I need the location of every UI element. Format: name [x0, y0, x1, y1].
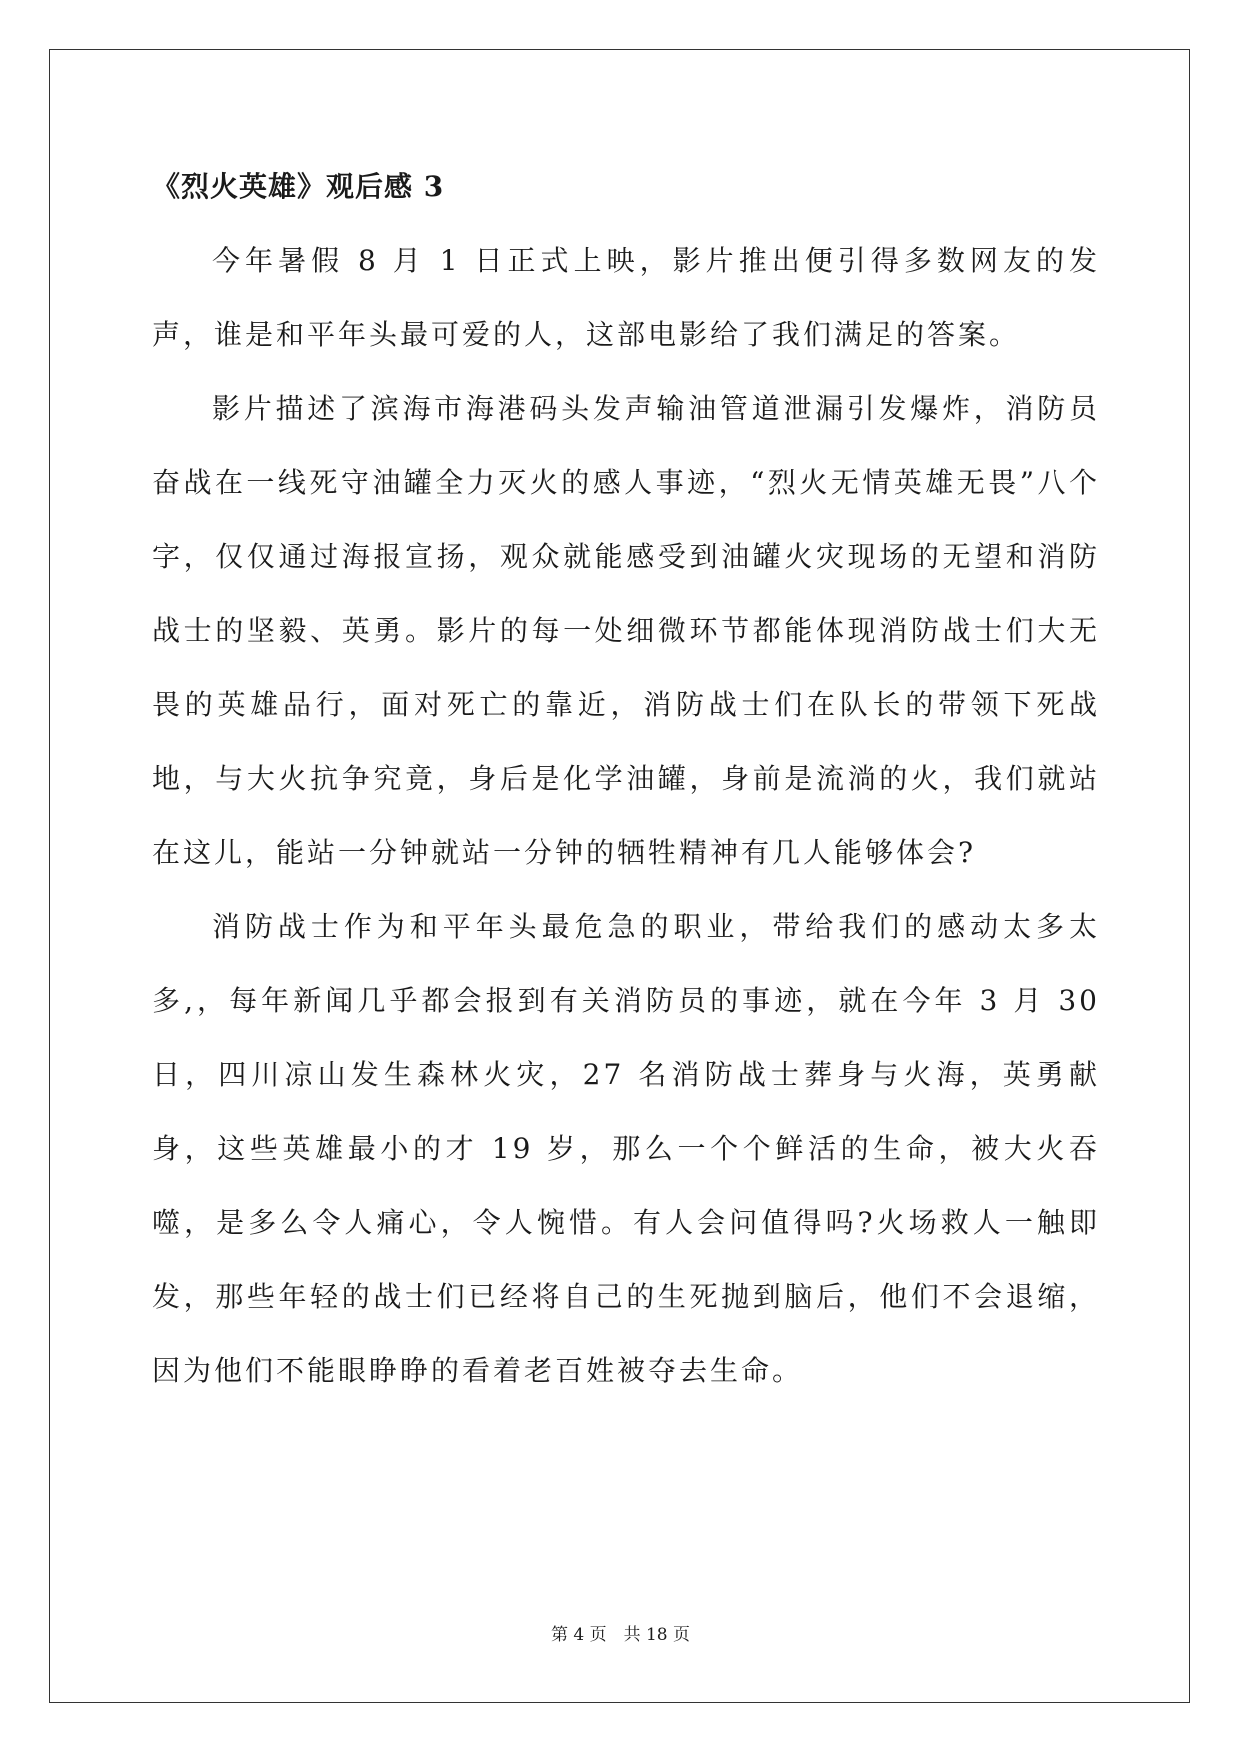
document-body	[152, 150, 1100, 1408]
paragraph-1: 今年暑假 8 月 1 日正式上映，影片推出便引得多数网友的发声，谁是和平年头最可爱的人，这部电影给了我们满足的答案。	[152, 244, 1100, 351]
document-title: 《烈火英雄》观后感 3	[152, 170, 445, 203]
paragraph-3: 消防战士作为和平年头最危急的职业，带给我们的感动太多太多,，每年新闻几乎都会报到有关消防员的事迹，就在今年 3 月 30 日，四川凉山发生森林火灾，27 名消防战士葬身与火海，英勇献身，这些英雄最小的才 19 岁，那么一个个鲜活的生命，被大火吞噬，是多么令人痛心，令人惋惜。有人会问值得吗?火场救人一触即发，那些年轻的战士们已经将自己的生死抛到脑后，他们不会退缩，因为他们不能眼睁睁的看着老百姓被夺去生命。	[152, 910, 1100, 1387]
paragraph-2: 影片描述了滨海市海港码头发声输油管道泄漏引发爆炸，消防员奋战在一线死守油罐全力灭火的感人事迹，“烈火无情英雄无畏”八个字，仅仅通过海报宣扬，观众就能感受到油罐火灾现场的无望和消防战士的坚毅、英勇。影片的每一处细微环节都能体现消防战士们大无畏的英雄品行，面对死亡的靠近，消防战士们在队长的带领下死战地，与大火抗争究竟，身后是化学油罐，身前是流淌的火，我们就站在这儿，能站一分钟就站一分钟的牺牲精神有几人能够体会?	[152, 392, 1100, 869]
page-number-footer: 第 4 页 共 18 页	[550, 1625, 691, 1645]
